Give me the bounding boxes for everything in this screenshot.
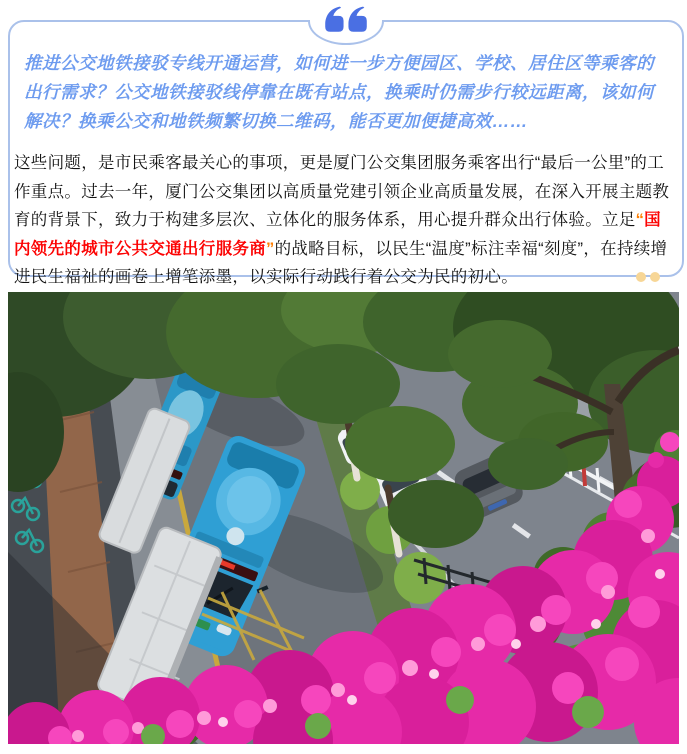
lead-paragraph: 推进公交地铁接驳专线开通运营，如何进一步方便园区、学校、居住区等乘客的出行需求？公交地铁接驳线停靠在既有站点，换乘时仍需步行较远距离，该如何解决？换乘公交和地铁频繁切换二维码，能否更加便捷高效…… bbox=[24, 53, 654, 131]
highlight-text: 国内领先的城市公共交通出行服务商 bbox=[14, 211, 661, 258]
street-photo[interactable] bbox=[8, 292, 679, 744]
corner-dots-decoration bbox=[636, 272, 660, 282]
body-text-before: 这些问题，是市民乘客最关心的事项，更是厦门公交集团服务乘客出行“最后一公里”的工作重点。过去一年，厦门公交集团以高质量党建引领企业高质量发展，在深入开展主题教育的背景下，致力于构建多层次、立体化的服务体系，用心提升群众出行体验。立足 bbox=[14, 154, 670, 229]
highlight-close-quote: ” bbox=[266, 239, 275, 258]
double-quote-icon bbox=[324, 6, 368, 36]
yellow-dot bbox=[636, 272, 646, 282]
quote-box bbox=[8, 20, 684, 286]
body-text-after: 的战略目标，以民生“温度”标注幸福“刻度”，在持续增进民生福祉的画卷上增笔添墨，以实际行动践行着公交为民的初心。 bbox=[14, 239, 668, 286]
yellow-dot bbox=[650, 272, 660, 282]
highlight-open-quote: “ bbox=[635, 211, 645, 229]
body-paragraph bbox=[10, 136, 682, 292]
